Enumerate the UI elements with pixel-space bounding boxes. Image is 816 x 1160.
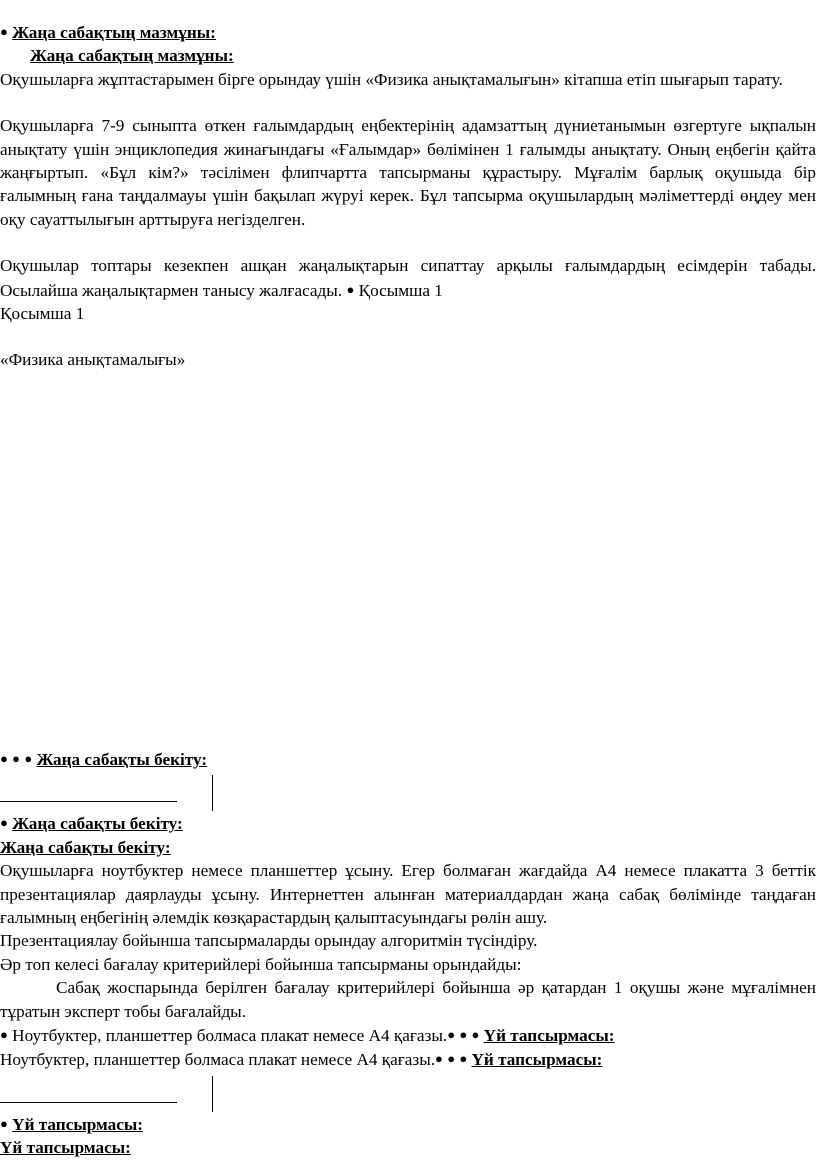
resources-line-2: Ноутбуктер, планшеттер болмаса плакат немесе А4 қағазы.● ● ● Үй тапсырмасы:	[0, 1050, 603, 1070]
booklet-title: «Физика анықтамалығы»	[0, 350, 186, 370]
heading-homework-2: Үй тапсырмасы:	[0, 1138, 131, 1158]
bullet-icon: ●	[447, 1026, 456, 1042]
bullet-icon: ●	[0, 815, 8, 831]
paragraph-scientists: Оқушыларға 7-9 сыныпта өткен ғалымдардың еңбектерінің адамзаттың дүниетанымын өзгертуге ықпалын анықтату үшін энциклопедия жинағындағы «Ғалымдар» бөлімінен 1 ғалымды анықтату. Оның еңбегін қайта жаңғыртып. «Бұл кім?» тәсілімен флипчартта тапсырманы құрастыру. Мұғалім барлық оқушыда бір ғалымның ғана таңдалмауы үшін бақылап жүруі керек. Бұл тапсырма оқушылардың мәліметтерді өңдеу мен оқу сауаттылығын арттыруға негізделген.	[0, 116, 816, 229]
heading-consolidation: ● ● ● Жаңа сабақты бекіту:	[0, 749, 208, 769]
heading-homework: ● Үй тапсырмасы:	[0, 1114, 143, 1134]
bullet-icon: ●	[12, 750, 21, 766]
bullet-icon: ●	[459, 1051, 468, 1067]
bullet-icon: ●	[447, 1051, 456, 1067]
bullet-icon: ●	[0, 750, 8, 766]
paragraph-discoveries: Оқушылар топтары кезекпен ашқан жаңалықтарын сипаттау арқылы ғалымдардың есімдерін табады. Осылайша жаңалықтармен танысу жалғасады. ● Қосымша 1	[0, 256, 816, 300]
paragraph-algorithm: Презентациялау бойынша тапсырмаларды орындау алгоритмін түсіндіру.	[0, 931, 538, 951]
paragraph-booklet: Оқушыларға жұптастарымен бірге орындау үшін «Физика анықтамалығын» кітапша етіп шығарып тарату.	[0, 69, 783, 89]
paragraph-presentations: Оқушыларға ноутбуктер немесе планшеттер ұсыну. Егер болмаған жағдайда А4 немесе плакатта 3 беттік презентациялар даярлауды ұсыну. Интернеттен алынған материалдардан жаңа сабақ бөлімінде таңдаған ғалымның еңбегінің әлемдік көзқарастардың қалыптасуындағы рөлін ашу.	[0, 861, 816, 927]
heading-consolidation-3: Жаңа сабақты бекіту:	[0, 837, 171, 857]
bullet-icon: ●	[0, 1115, 8, 1131]
paragraph-experts: Сабақ жоспарында берілген бағалау критерийлері бойынша әр қатардан 1 оқушы және мұғалімнен тұратын эксперт тобы бағалайды.	[0, 978, 816, 1021]
bullet-icon: ●	[471, 1026, 480, 1042]
bullet-icon: ●	[346, 281, 355, 297]
bullet-icon: ●	[0, 24, 8, 39]
bullet-icon: ●	[435, 1051, 443, 1067]
document-page	[0, 20, 816, 1160]
paragraph-criteria: Әр топ келесі бағалау критерийлері бойынша тапсырманы орындайды:	[0, 954, 522, 974]
heading-consolidation-2: ● Жаңа сабақты бекіту:	[0, 814, 183, 834]
blank-space	[0, 372, 816, 747]
bullet-icon: ●	[0, 1026, 8, 1042]
divider	[0, 771, 816, 811]
appendix-label: Қосымша 1	[0, 304, 85, 324]
divider	[0, 1072, 816, 1112]
bullet-icon: ●	[459, 1026, 468, 1042]
heading-new-lesson-2: Жаңа сабақтың мазмұны:	[30, 46, 234, 66]
heading-new-lesson: ● Жаңа сабақтың мазмұны:	[0, 23, 216, 42]
bullet-icon: ●	[24, 750, 33, 766]
resources-line: ● Ноутбуктер, планшеттер болмаса плакат немесе А4 қағазы.● ● ● Үй тапсырмасы:	[0, 1025, 615, 1045]
